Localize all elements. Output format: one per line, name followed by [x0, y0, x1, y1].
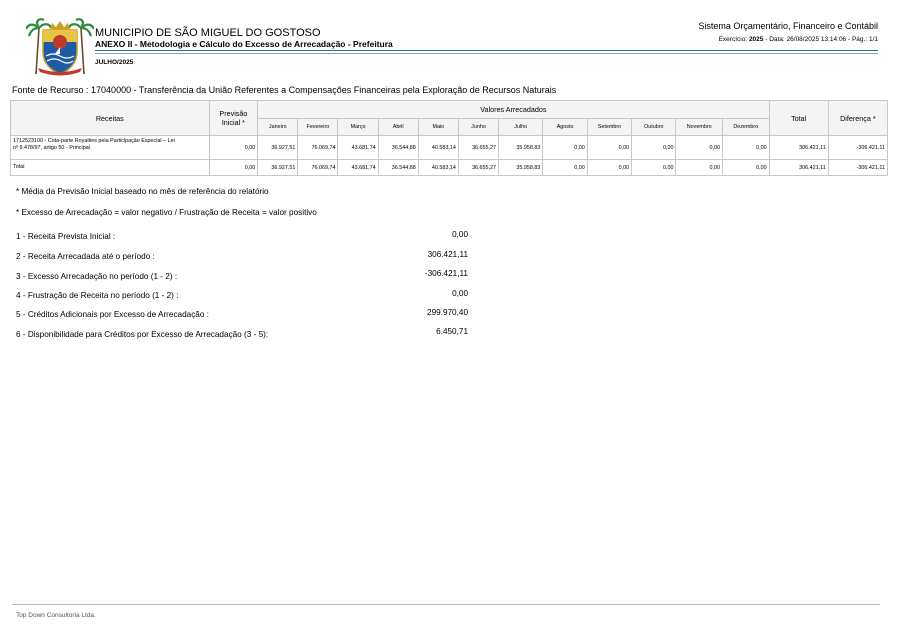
- report-meta: [719, 36, 878, 43]
- month-header: Março: [338, 119, 378, 136]
- total-label: Total: [11, 160, 210, 176]
- month-header: Maio: [418, 119, 458, 136]
- revenue-table: [10, 100, 888, 176]
- total-month-value: 0,00: [587, 160, 631, 176]
- month-value: 0,00: [632, 136, 676, 160]
- summary-label: 4 - Frustração de Receita no período (1 - 2) :: [16, 291, 179, 300]
- month-value: 36.927,51: [258, 136, 298, 160]
- total-month-value: 43.681,74: [338, 160, 378, 176]
- summary-label: 3 - Excesso Arrecadação no período (1 - 2) :: [16, 272, 178, 281]
- footer-rule: [12, 604, 880, 605]
- month-value: 0,00: [722, 136, 769, 160]
- month-value: 0,00: [676, 136, 722, 160]
- summary-value: -306.421,11: [424, 269, 468, 278]
- total-month-value: 0,00: [676, 160, 722, 176]
- col-previsao-inicial: [209, 101, 258, 136]
- report-period: JULHO/2025: [95, 59, 134, 66]
- total-month-value: 36.655,27: [458, 160, 498, 176]
- month-header: Outubro: [632, 119, 676, 136]
- month-header: Dezembro: [722, 119, 769, 136]
- month-value: 43.681,74: [338, 136, 378, 160]
- table-row: [11, 136, 888, 160]
- total-row: [11, 160, 888, 176]
- revenue-description-line1: 1712523100 - Cota-parte Royalties pela Participação Especial – Lei: [13, 138, 175, 144]
- note-excesso: * Excesso de Arrecadação = valor negativo / Frustração de Receita = valor positivo: [16, 208, 317, 217]
- exercise-label: Exercício:: [718, 36, 748, 43]
- col-valores-arrecadados: Valores Arrecadados: [258, 101, 769, 119]
- month-value: 76.069,74: [298, 136, 338, 160]
- col-previsao-line2: Inicial *: [221, 118, 245, 127]
- header-rule-thin: [95, 53, 878, 54]
- month-value: 36.655,27: [458, 136, 498, 160]
- header-rule: [95, 50, 878, 51]
- row-diferenca: -306.421,11: [828, 136, 887, 160]
- total-month-value: 40.583,14: [418, 160, 458, 176]
- total-month-value: 35.958,83: [499, 160, 543, 176]
- total-diferenca: -306.421,11: [828, 160, 887, 176]
- month-header: Julho: [499, 119, 543, 136]
- exercise-year: 2025: [748, 36, 764, 43]
- month-value: 35.958,83: [499, 136, 543, 160]
- col-receitas: Receitas: [11, 101, 210, 136]
- revenue-description-line2: nº 9.478/97, artigo 50 - Principal: [13, 145, 90, 151]
- total-previsao: 0,00: [209, 160, 258, 176]
- total-month-value: 0,00: [543, 160, 587, 176]
- total-month-value: 0,00: [632, 160, 676, 176]
- summary-label: 5 - Créditos Adicionais por Excesso de Arrecadação :: [16, 310, 209, 319]
- summary-label: 2 - Receita Arrecadada até o período :: [16, 252, 155, 261]
- page-number: Pág.: 1/1: [851, 36, 878, 43]
- summary-label: 1 - Receita Prevista Inicial :: [16, 232, 116, 241]
- total-month-value: 0,00: [722, 160, 769, 176]
- month-value: 40.583,14: [418, 136, 458, 160]
- fonte-de-recurso: Fonte de Recurso : 17040000 - Transferência da União Referentes a Compensações Financeiras pela Exploração de Recursos Naturais: [12, 85, 557, 95]
- revenue-description: [11, 136, 210, 160]
- previsao-value: 0,00: [209, 136, 258, 160]
- col-total: Total: [769, 101, 828, 136]
- month-value: 36.544,88: [378, 136, 418, 160]
- month-header: Abril: [378, 119, 418, 136]
- month-value: 0,00: [587, 136, 631, 160]
- summary-value: 6.450,71: [436, 327, 468, 336]
- row-total: 306.421,11: [769, 136, 828, 160]
- col-previsao-line1: Previsão: [219, 109, 248, 118]
- summary-label: 6 - Disponibilidade para Créditos por Excesso de Arrecadação (3 - 5):: [16, 330, 269, 339]
- system-name: Sistema Orçamentário, Financeiro e Contábil: [698, 21, 878, 31]
- total-month-value: 36.544,88: [378, 160, 418, 176]
- month-header: Setembro: [587, 119, 631, 136]
- total-month-value: 76.069,74: [298, 160, 338, 176]
- month-header: Janeiro: [258, 119, 298, 136]
- summary-value: 0,00: [452, 230, 468, 239]
- col-diferenca: Diferença *: [828, 101, 887, 136]
- month-header: Fevereiro: [298, 119, 338, 136]
- summary-value: 299.970,40: [427, 308, 468, 317]
- month-header: Agosto: [543, 119, 587, 136]
- summary-value: 0,00: [452, 289, 468, 298]
- municipal-crest-icon: [26, 16, 94, 76]
- summary-value: 306.421,11: [427, 250, 468, 259]
- month-value: 0,00: [543, 136, 587, 160]
- month-header: Novembro: [676, 119, 722, 136]
- note-media-previsao: * Média da Previsão Inicial baseado no mês de referência do relatório: [16, 187, 269, 196]
- total-month-value: 36.927,51: [258, 160, 298, 176]
- footer-text: Top Down Consultoria Ltda.: [16, 612, 96, 619]
- report-date: - Data: 26/08/2025 13:14:06 -: [765, 36, 851, 43]
- month-header: Junho: [458, 119, 498, 136]
- municipality-name: MUNICIPIO DE SÃO MIGUEL DO GOSTOSO: [95, 27, 321, 39]
- report-title: ANEXO II - Metodologia e Cálculo do Excesso de Arrecadação - Prefeitura: [95, 39, 393, 49]
- total-total: 306.421,11: [769, 160, 828, 176]
